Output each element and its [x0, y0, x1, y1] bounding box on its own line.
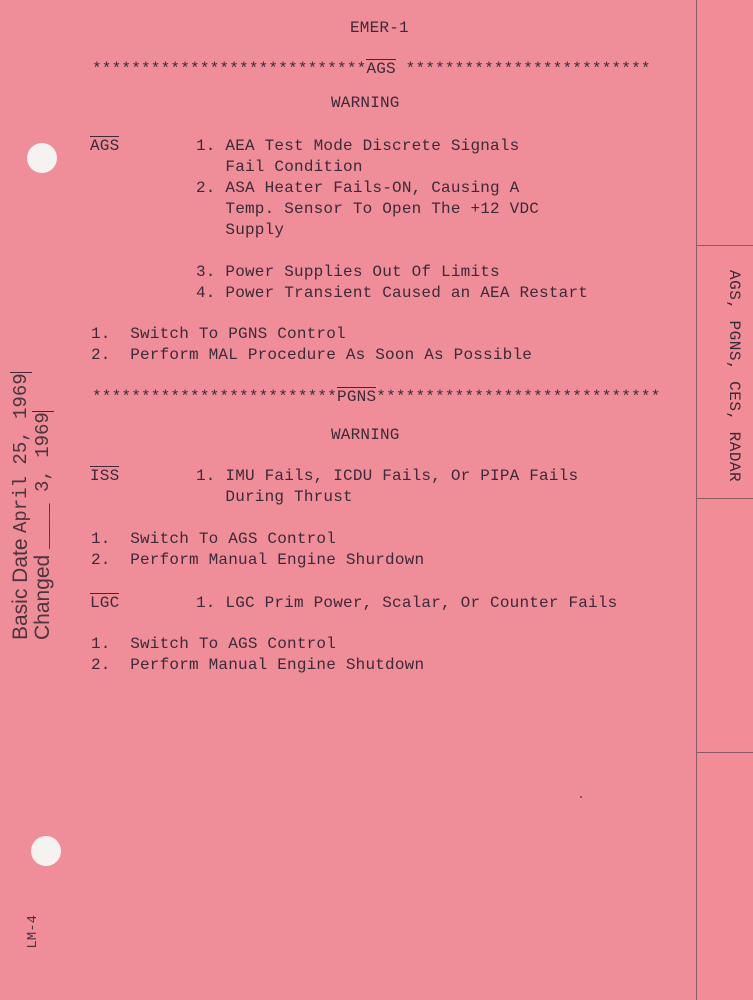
section-tab-label[interactable]: AGS, PGNS, CES, RADAR: [725, 270, 743, 483]
ags-label: AGS: [90, 137, 120, 155]
lgc-action: 1. Switch To AGS Control: [91, 635, 337, 653]
pgns-banner: [92, 387, 661, 408]
iss-action: 2. Perform Manual Engine Shurdown: [91, 551, 425, 569]
ags-banner: [92, 59, 651, 80]
ags-item: 4. Power Transient Caused an AEA Restart: [196, 284, 589, 302]
binder-hole: [31, 836, 61, 866]
ags-item: 2. ASA Heater Fails-ON, Causing A: [196, 179, 520, 197]
ags-item: Supply: [196, 221, 285, 239]
page-id: LM-4: [25, 915, 41, 949]
tab-divider: [696, 752, 753, 753]
lgc-action: 2. Perform Manual Engine Shutdown: [91, 656, 425, 674]
banner-title: PGNS: [337, 388, 377, 406]
date-stamp: [9, 372, 60, 640]
ags-action: 2. Perform MAL Procedure As Soon As Possible: [91, 346, 533, 364]
banner-title: AGS: [366, 60, 396, 78]
tab-strip: [696, 0, 753, 1000]
warning-heading: WARNING: [331, 94, 400, 112]
lgc-label: LGC: [90, 594, 120, 612]
ags-item: Fail Condition: [196, 158, 363, 176]
iss-label: ISS: [90, 467, 120, 485]
banner-stars: *************************: [395, 60, 651, 78]
banner-stars: *****************************: [376, 388, 661, 406]
ags-item: Temp. Sensor To Open The +12 VDC: [196, 200, 540, 218]
ags-action: 1. Switch To PGNS Control: [91, 325, 346, 343]
iss-action: 1. Switch To AGS Control: [91, 530, 337, 548]
binder-hole: [27, 143, 57, 173]
banner-stars: ****************************: [92, 60, 367, 78]
iss-item: During Thrust: [196, 488, 353, 506]
ags-item: 1. AEA Test Mode Discrete Signals: [196, 137, 520, 155]
changed-label: Changed: [31, 554, 54, 640]
tab-divider: [696, 498, 753, 499]
speck: [580, 796, 582, 798]
warning-heading: WARNING: [331, 426, 400, 444]
ags-item: 3. Power Supplies Out Of Limits: [196, 263, 500, 281]
banner-stars: *************************: [92, 388, 338, 406]
doc-id: EMER-1: [350, 19, 409, 37]
basic-date-label: Basic Date: [9, 538, 32, 640]
lgc-item: 1. LGC Prim Power, Scalar, Or Counter Fails: [196, 594, 618, 612]
iss-item: 1. IMU Fails, ICDU Fails, Or PIPA Fails: [196, 467, 579, 485]
changed-value: ____ 3, 1969: [32, 412, 54, 549]
tab-divider: [696, 245, 753, 246]
basic-date-value: April 25, 1969: [10, 372, 32, 533]
